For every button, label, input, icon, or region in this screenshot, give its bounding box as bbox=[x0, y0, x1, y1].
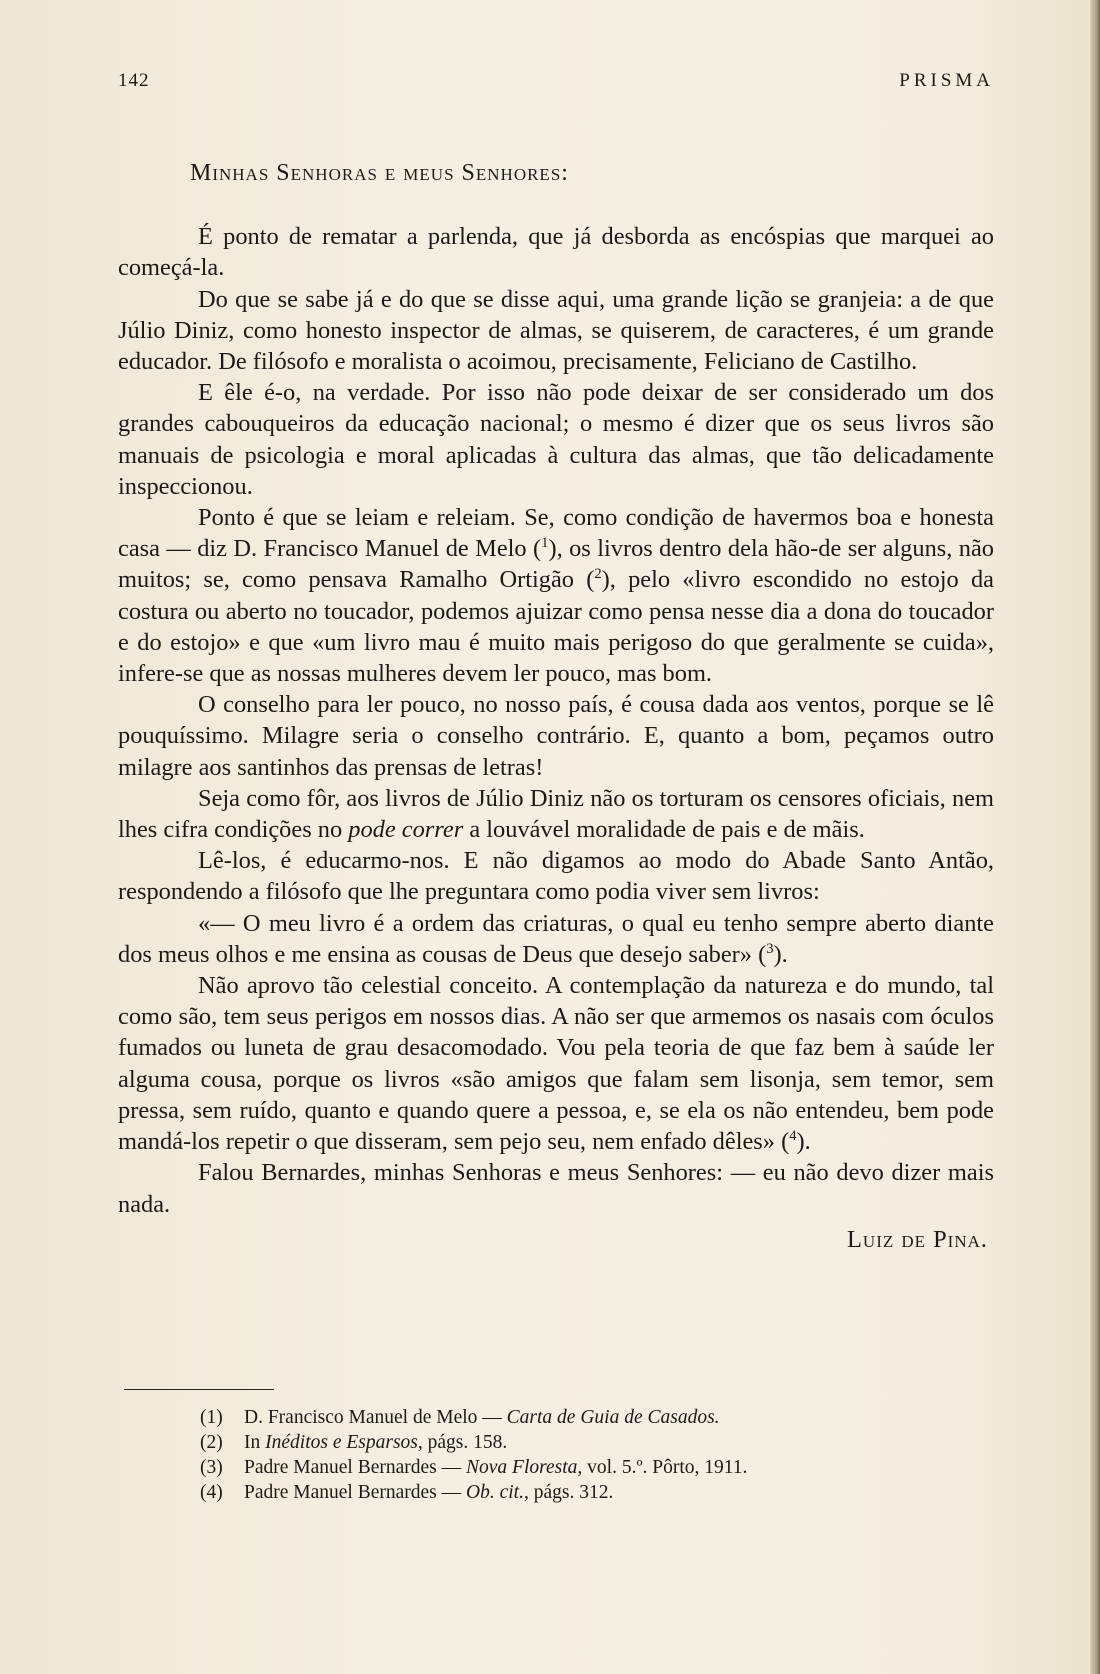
footnote-text bbox=[244, 1405, 720, 1430]
paragraph-text: Não aprovo tão celestial conceito. A contemplação da natureza e do mundo, tal como são, tem seus perigos em nossos dias. A não ser que armemos os nasais com óculos fumados ou luneta de grau desacomodado. Vou pela teoria de que faz bem à saúde ler alguma cousa, porque os livros «são amigos que falam sem lisonja, sem temor, sem pressa, sem ruído, quanto e quando quere a pessoa, e, se ela os não entendeu, bem pode mandá-los repetir o que disseram, sem pejo seu, nem enfado dêles» ( bbox=[118, 972, 994, 1156]
paragraph-text: E êle é-o, na verdade. Por isso não pode deixar de ser considerado um dos grandes cabouqueiros da educação nacional; o mesmo é dizer que os seus livros são manuais de psicologia e moral aplicadas à cultura das almas, que tão delicadamente inspeccionou. bbox=[118, 379, 994, 500]
running-head bbox=[118, 70, 994, 92]
journal-title: PRISMA bbox=[899, 70, 994, 91]
footnote-ref: 1 bbox=[541, 535, 549, 552]
footnote-number: (3) bbox=[200, 1457, 223, 1478]
paragraph-text: ). bbox=[796, 1128, 811, 1156]
footnote-divider bbox=[124, 1389, 274, 1390]
footnote-ref: 3 bbox=[766, 940, 774, 957]
paragraph-text: O conselho para ler pouco, no nosso país, é cousa dada aos ventos, porque se lê pouquíssimo. Milagre seria o conselho contrário. E, quanto a bom, peçamos outro milagre aos santinhos das prensas de letras! bbox=[118, 691, 994, 781]
footnote-number: (4) bbox=[200, 1482, 223, 1503]
salutation: Minhas Senhoras e meus Senhores: bbox=[190, 160, 569, 186]
footnote-title: Nova Floresta, bbox=[466, 1457, 583, 1478]
paragraph-text: ), os livros dentro dela hão-de ser alguns, não muitos; se, como pensava Ramalho Ortigão ( bbox=[118, 535, 994, 594]
paragraph bbox=[118, 284, 994, 378]
quoted-paragraph bbox=[118, 908, 994, 970]
signature-row bbox=[118, 1224, 994, 1255]
footnote-post: págs. 158. bbox=[422, 1432, 508, 1453]
footnote-pre: Padre Manuel Bernardes — bbox=[244, 1457, 467, 1478]
paragraph-text: ). bbox=[773, 940, 788, 968]
footnote-post: vol. 5.º. Pôrto, 1911. bbox=[582, 1457, 748, 1478]
author-signature: Luiz de Pina. bbox=[847, 1225, 988, 1253]
paragraph-text: Lê-los, é educarmo-nos. E não digamos ao modo do Abade Santo Antão, respondendo a filósofo que lhe preguntara como podia viver sem livros: bbox=[118, 847, 994, 906]
paragraph-text: Do que se sabe já e do que se disse aqui, uma grande lição se granjeia: a de que Júlio Diniz, como honesto inspector de almas, se quiserem, de caracteres, é um grande educador. De filósofo e moralista o acoimou, precisamente, Feliciano de Castilho. bbox=[118, 285, 994, 376]
footnote-pre: D. Francisco Manuel de Melo — bbox=[244, 1407, 507, 1428]
footnote-number: (2) bbox=[200, 1432, 223, 1453]
footnote-post: págs. 312. bbox=[528, 1482, 614, 1503]
footnotes bbox=[200, 1405, 960, 1505]
footnote-text bbox=[244, 1455, 747, 1480]
footnote bbox=[200, 1455, 960, 1480]
paragraph bbox=[118, 783, 994, 845]
footnote bbox=[200, 1405, 960, 1430]
paragraph-text: Ponto é que se leiam e releiam. Se, como condição de havermos boa e honesta casa — diz D. Francisco Manuel de Melo ( bbox=[118, 504, 994, 563]
footnote bbox=[200, 1480, 960, 1505]
page-number: 142 bbox=[118, 70, 150, 91]
emphasis-text: pode correr bbox=[348, 816, 464, 844]
footnote-title: Inéditos e Esparsos, bbox=[265, 1432, 423, 1453]
paragraph bbox=[118, 845, 994, 907]
paragraph bbox=[118, 1157, 994, 1219]
footnote-ref: 4 bbox=[789, 1127, 797, 1144]
footnote bbox=[200, 1430, 960, 1455]
paragraph-text: Seja como fôr, aos livros de Júlio Diniz não os torturam os censores oficiais, nem lhes cifra condições no bbox=[118, 784, 994, 844]
footnote-text bbox=[244, 1480, 613, 1505]
paragraph-text: ), pelo «livro escondido no estojo da costura ou aberto no toucador, podemos ajuizar como pensa nesse dia a dona do toucador e do estojo» e que «um livro mau é muito mais perigoso do que geralmente se cuida», infere-se que as nossas mulheres devem ler pouco, mas bom. bbox=[118, 566, 994, 688]
footnote-pre: Padre Manuel Bernardes — bbox=[244, 1482, 467, 1503]
footnote-title: Ob. cit., bbox=[466, 1482, 529, 1503]
footnote-number: (1) bbox=[200, 1407, 223, 1428]
paragraph-text: a louvável moralidade de pais e de mãis. bbox=[463, 816, 865, 844]
paragraph bbox=[118, 377, 994, 502]
paragraph-text: É ponto de rematar a parlenda, que já desborda as encóspias que marquei ao começá-la. bbox=[118, 223, 994, 282]
paragraph bbox=[118, 502, 994, 689]
paragraph bbox=[118, 689, 994, 783]
footnote-text bbox=[244, 1430, 507, 1455]
paragraph-text: «— O meu livro é a ordem das criaturas, o qual eu tenho sempre aberto diante dos meus olhos e me ensina as cousas de Deus que desejo saber» ( bbox=[118, 909, 994, 968]
footnote-ref: 2 bbox=[594, 566, 602, 583]
page-edge bbox=[1090, 0, 1100, 1674]
paragraph bbox=[118, 221, 994, 283]
paragraph-text: Falou Bernardes, minhas Senhoras e meus Senhores: — eu não devo dizer mais nada. bbox=[118, 1159, 994, 1218]
footnote-title: Carta de Guia de Casados. bbox=[506, 1407, 720, 1428]
body-text bbox=[118, 158, 994, 1255]
paragraph bbox=[118, 970, 994, 1157]
footnote-pre: In bbox=[244, 1432, 266, 1453]
